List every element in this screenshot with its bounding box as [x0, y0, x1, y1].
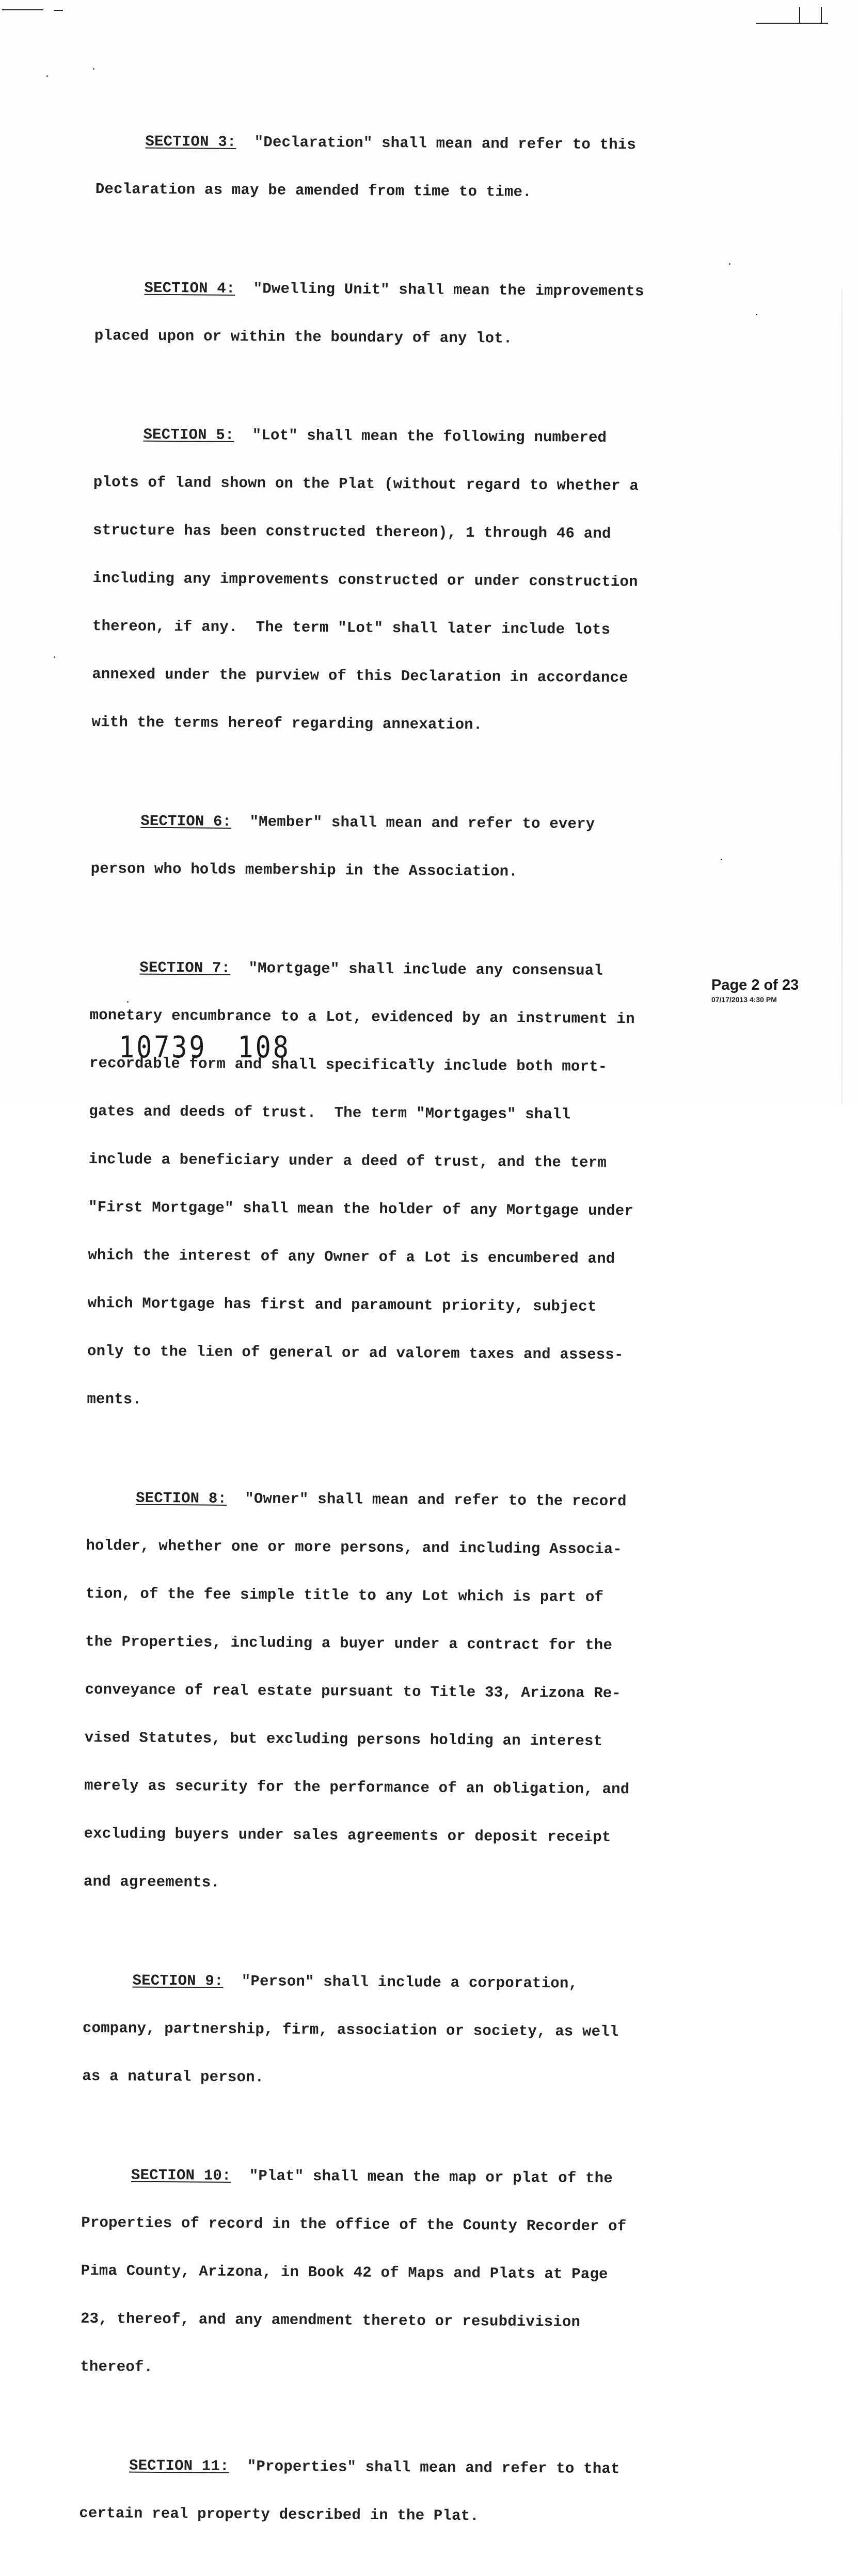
- section-text-line: 23, thereof, and any amendment thereto or resubdivision: [80, 2310, 581, 2331]
- section-text-line: "Declaration" shall mean and refer to this: [236, 133, 637, 154]
- section-heading: SECTION 10:: [131, 2166, 231, 2184]
- section-text-line: excluding buyers under sales agreements or deposit receipt: [84, 1825, 611, 1846]
- scan-mark-top-left-dash: [54, 10, 63, 11]
- scan-mark-top-right-tick-1: [799, 7, 800, 23]
- section-first-line: [90, 959, 689, 979]
- section-first-line: [94, 280, 693, 300]
- section-text-line: which Mortgage has first and paramount priority, subject: [87, 1294, 597, 1315]
- section-text-line: "Member" shall mean and refer to every: [231, 813, 595, 833]
- section-heading: SECTION 5:: [143, 426, 234, 444]
- section-heading: SECTION 4:: [144, 279, 235, 297]
- section-first-line: [82, 2167, 680, 2187]
- section-text-line: only to the lien of general or ad valorem taxes and assess-: [87, 1342, 624, 1364]
- section-text-line: thereon, if any. The term "Lot" shall later include lots: [92, 617, 611, 638]
- docket-number: 10739: [119, 1030, 207, 1065]
- section-text-line: and agreements.: [83, 1873, 220, 1891]
- section-3: [95, 101, 695, 233]
- section-text-line: include a beneficiary under a deed of trust, and the term: [88, 1150, 607, 1171]
- scan-speck: [93, 68, 94, 70]
- section-text-line: "Mortgage" shall include any consensual: [230, 959, 603, 979]
- section-4: [94, 248, 694, 380]
- section-first-line: [91, 813, 690, 833]
- scan-speck: [54, 656, 55, 658]
- section-text-line: company, partnership, firm, association or society, as well: [82, 2019, 619, 2041]
- section-text-line: ments.: [87, 1390, 142, 1408]
- section-10: [80, 2135, 681, 2411]
- section-text-line: "Dwelling Unit" shall mean the improvements: [235, 280, 644, 300]
- scan-speck: [46, 75, 48, 77]
- section-6: [90, 781, 690, 913]
- section-heading: SECTION 11:: [129, 2457, 229, 2475]
- section-list: [79, 101, 695, 2576]
- section-heading: SECTION 8:: [135, 1489, 227, 1507]
- section-9: [82, 1940, 682, 2120]
- section-7: [87, 927, 689, 1443]
- docket-stamp: [119, 1030, 291, 1065]
- section-text-line: "Plat" shall mean the map or plat of the: [231, 2167, 613, 2187]
- section-text-line: tion, of the fee simple title to any Lot which is part of: [85, 1585, 604, 1606]
- section-heading: SECTION 7:: [139, 959, 231, 977]
- section-11: [79, 2425, 679, 2557]
- section-text-line: structure has been constructed thereon), 1 through 46 and: [93, 521, 611, 542]
- section-first-line: [96, 133, 694, 153]
- section-text-line: Pima County, Arizona, in Book 42 of Maps and Plats at Page: [81, 2262, 608, 2283]
- section-text-line: Declaration as may be amended from time to time.: [95, 180, 532, 201]
- section-text-line: annexed under the purview of this Declaration in accordance: [92, 665, 628, 687]
- section-text-line: "Properties" shall mean and refer to that: [229, 2457, 620, 2478]
- section-text-line: "Person" shall include a corporation,: [223, 1972, 578, 1992]
- section-text-line: Properties of record in the office of the County Recorder of: [81, 2214, 627, 2235]
- section-text-line: gates and deeds of trust. The term "Mortgages" shall: [89, 1102, 571, 1123]
- section-first-line: [86, 1490, 685, 1510]
- scan-speck: [729, 263, 730, 265]
- section-text-line: thereof.: [80, 2358, 153, 2376]
- section-text-line: monetary encumbrance to a Lot, evidenced by an instrument in: [89, 1006, 635, 1028]
- section-text-line: merely as security for the performance of an obligation, and: [84, 1777, 630, 1798]
- scan-right-edge: [841, 289, 842, 1104]
- section-text-line: "Owner" shall mean and refer to the record: [227, 1490, 627, 1510]
- page-number-label: Page 2 of 23: [711, 977, 799, 993]
- section-text-line: person who holds membership in the Association.: [90, 860, 518, 880]
- section-text-line: holder, whether one or more persons, and including Associa-: [86, 1537, 623, 1558]
- docket-page: 108: [237, 1030, 291, 1065]
- section-text-line: plots of land shown on the Plat (without regard to whether a: [93, 473, 639, 495]
- section-text-line: conveyance of real estate pursuant to Title 33, Arizona Re-: [85, 1681, 622, 1702]
- section-text-line: recordable form and shall specifically include both mort-: [89, 1054, 608, 1075]
- recorded-timestamp: 07/17/2013 4:30 PM: [711, 995, 777, 1004]
- section-text-line: placed upon or within the boundary of any lot.: [94, 327, 513, 347]
- section-5: [91, 394, 693, 766]
- scan-mark-top-right-tick-2: [821, 7, 822, 23]
- section-text-line: "Lot" shall mean the following numbered: [234, 426, 607, 446]
- section-text-line: vised Statutes, but excluding persons holding an interest: [84, 1729, 603, 1750]
- section-first-line: [83, 1972, 681, 1992]
- section-text-line: the Properties, including a buyer under a contract for the: [85, 1633, 613, 1654]
- section-text-line: "First Mortgage" shall mean the holder of any Mortgage under: [88, 1198, 634, 1220]
- section-heading: SECTION 9:: [132, 1972, 224, 1990]
- scan-speck: [756, 314, 757, 315]
- section-heading: SECTION 3:: [145, 133, 236, 151]
- scan-mark-top-right: [756, 23, 828, 24]
- section-8: [83, 1458, 685, 1926]
- scan-speck: [721, 859, 722, 860]
- scan-mark-top-left: [2, 9, 43, 10]
- section-heading: SECTION 6:: [140, 812, 232, 830]
- section-text-line: with the terms hereof regarding annexation.: [91, 713, 483, 734]
- section-text-line: certain real property described in the Plat.: [79, 2504, 479, 2525]
- section-first-line: [93, 426, 692, 446]
- section-text-line: including any improvements constructed or under construction: [92, 569, 638, 591]
- section-text-line: as a natural person.: [82, 2067, 264, 2086]
- section-first-line: [79, 2457, 678, 2477]
- section-text-line: which the interest of any Owner of a Lot is encumbered and: [88, 1246, 615, 1268]
